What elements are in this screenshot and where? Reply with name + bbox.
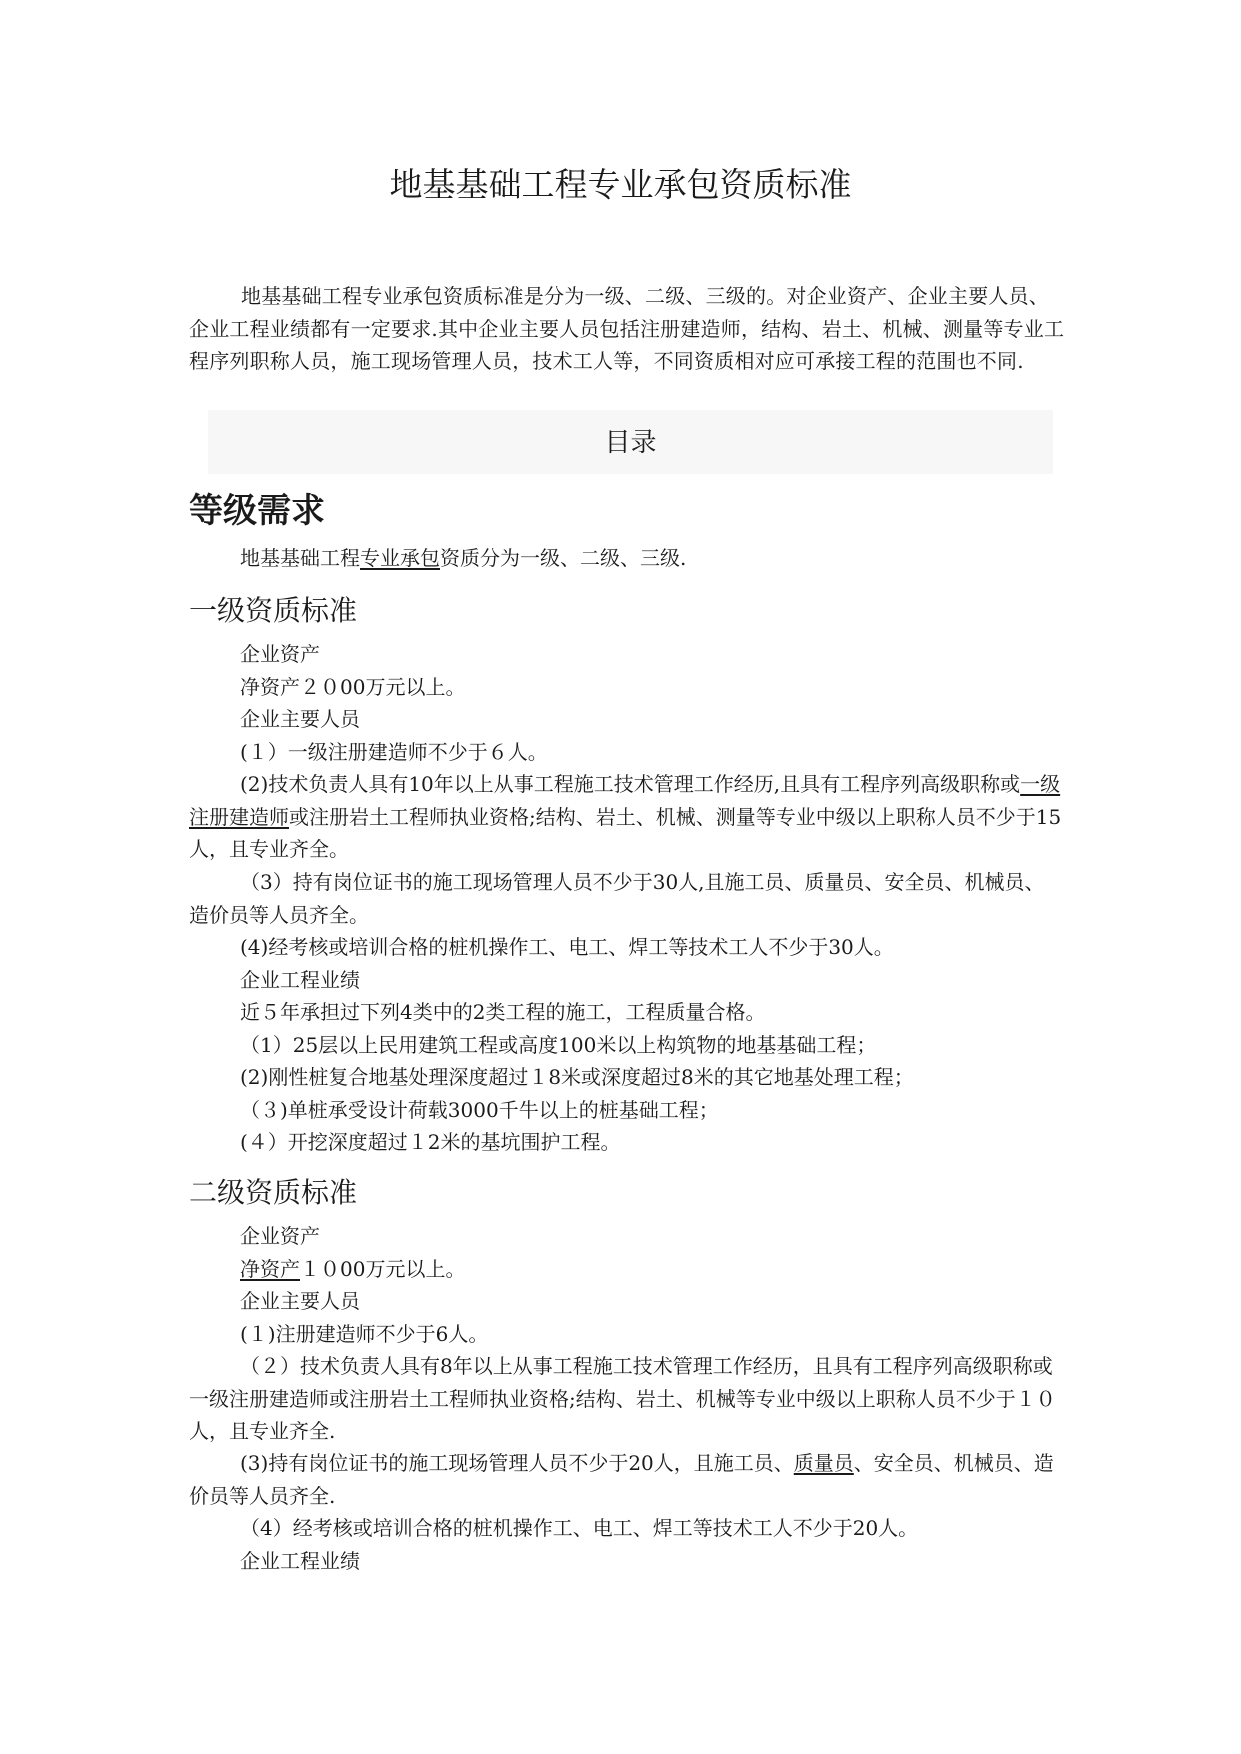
section-heading-grade: 等级需求 xyxy=(189,492,325,530)
level2-perf-label: 企业工程业绩 xyxy=(240,1549,360,1573)
level2-staff-2-text: （２）技术负责人具有8年以上从事工程施工技术管理工作经历，且具有工程序列高级职称或一级注册建造师或注册岩土工程师执业资格;结构、岩土、机械等专业中级以上职称人员不少于１０人，且专业齐全. xyxy=(189,1354,1056,1444)
section-heading-level2: 二级资质标准 xyxy=(189,1177,358,1208)
level1-perf-1: （1）25层以上民用建筑工程或高度100米以上构筑物的地基基础工程； xyxy=(240,1033,877,1057)
level2-staff-2 xyxy=(189,1350,1064,1448)
level1-perf-3: （３)单桩承受设计荷载3000千牛以上的桩基础工程； xyxy=(240,1098,719,1122)
level1-assets-value: 净资产２０00万元以上。 xyxy=(240,675,466,699)
intro-paragraph xyxy=(189,280,1069,378)
level2-staff-3-link[interactable]: 质量员 xyxy=(793,1451,854,1475)
level1-staff-3-text: （3）持有岗位证书的施工现场管理人员不少于30人,且施工员、质量员、安全员、机械员、造价员等人员齐全。 xyxy=(189,870,1045,927)
level1-staff-1: (１）一级注册建造师不少于６人。 xyxy=(240,740,548,764)
level1-staff-4: (4)经考核或培训合格的桩机操作工、电工、焊工等技术工人不少于30人。 xyxy=(240,935,894,959)
level1-staff-label: 企业主要人员 xyxy=(240,707,360,731)
grade-paragraph xyxy=(240,542,686,574)
level1-staff-3 xyxy=(189,866,1064,931)
intro-text: 地基基础工程专业承包资质标准是分为一级、二级、三级的。对企业资产、企业主要人员、企业工程业绩都有一定要求.其中企业主要人员包括注册建造师，结构、岩土、机械、测量等专业工程序列职称人员，施工现场管理人员，技术工人等，不同资质相对应可承接工程的范围也不同. xyxy=(189,284,1065,373)
level1-staff-2-post: 或注册岩土工程师执业资格;结构、岩土、机械、测量等专业中级以上职称人员不少于15人，且专业齐全。 xyxy=(189,804,1062,862)
level1-staff-2-link[interactable]: 一级注册建造师 xyxy=(189,772,1061,829)
level2-assets-link[interactable]: 净资产 xyxy=(240,1257,300,1281)
grade-text-pre: 地基基础工程 xyxy=(240,546,360,570)
level2-assets-label: 企业资产 xyxy=(240,1224,320,1248)
table-of-contents[interactable]: 目录 xyxy=(208,410,1053,474)
level1-perf-label: 企业工程业绩 xyxy=(240,968,360,992)
level2-staff-label: 企业主要人员 xyxy=(240,1289,360,1313)
level1-perf-2: (2)刚性桩复合地基处理深度超过１8米或深度超过8米的其它地基处理工程； xyxy=(240,1065,914,1089)
section-heading-level1: 一级资质标准 xyxy=(189,595,358,626)
grade-text-post: 资质分为一级、二级、三级. xyxy=(440,546,687,570)
level2-staff-4: （4）经考核或培训合格的桩机操作工、电工、焊工等技术工人不少于20人。 xyxy=(240,1516,919,1540)
level1-assets-label: 企业资产 xyxy=(240,642,320,666)
level2-staff-3 xyxy=(189,1447,1064,1512)
level1-perf-intro: 近５年承担过下列4类中的2类工程的施工，工程质量合格。 xyxy=(240,1000,766,1024)
level2-assets-post: １０00万元以上。 xyxy=(300,1257,466,1281)
grade-link[interactable]: 专业承包 xyxy=(360,546,440,570)
level1-staff-2 xyxy=(189,768,1064,866)
level2-assets-value xyxy=(240,1253,465,1285)
level2-staff-3-post: 、安全员、机械员、造价员等人员齐全. xyxy=(189,1451,1054,1508)
level1-staff-2-pre: (2)技术负责人具有10年以上从事工程施工技术管理工作经历,且具有工程序列高级职称或 xyxy=(240,772,1021,796)
document-title: 地基基础工程专业承包资质标准 xyxy=(389,166,852,203)
level2-staff-3-pre: (3)持有岗位证书的施工现场管理人员不少于20人，且施工员、 xyxy=(240,1451,794,1475)
level2-staff-1: (１)注册建造师不少于6人。 xyxy=(240,1322,489,1346)
level1-perf-4: (４）开挖深度超过１2米的基坑围护工程。 xyxy=(240,1130,621,1154)
